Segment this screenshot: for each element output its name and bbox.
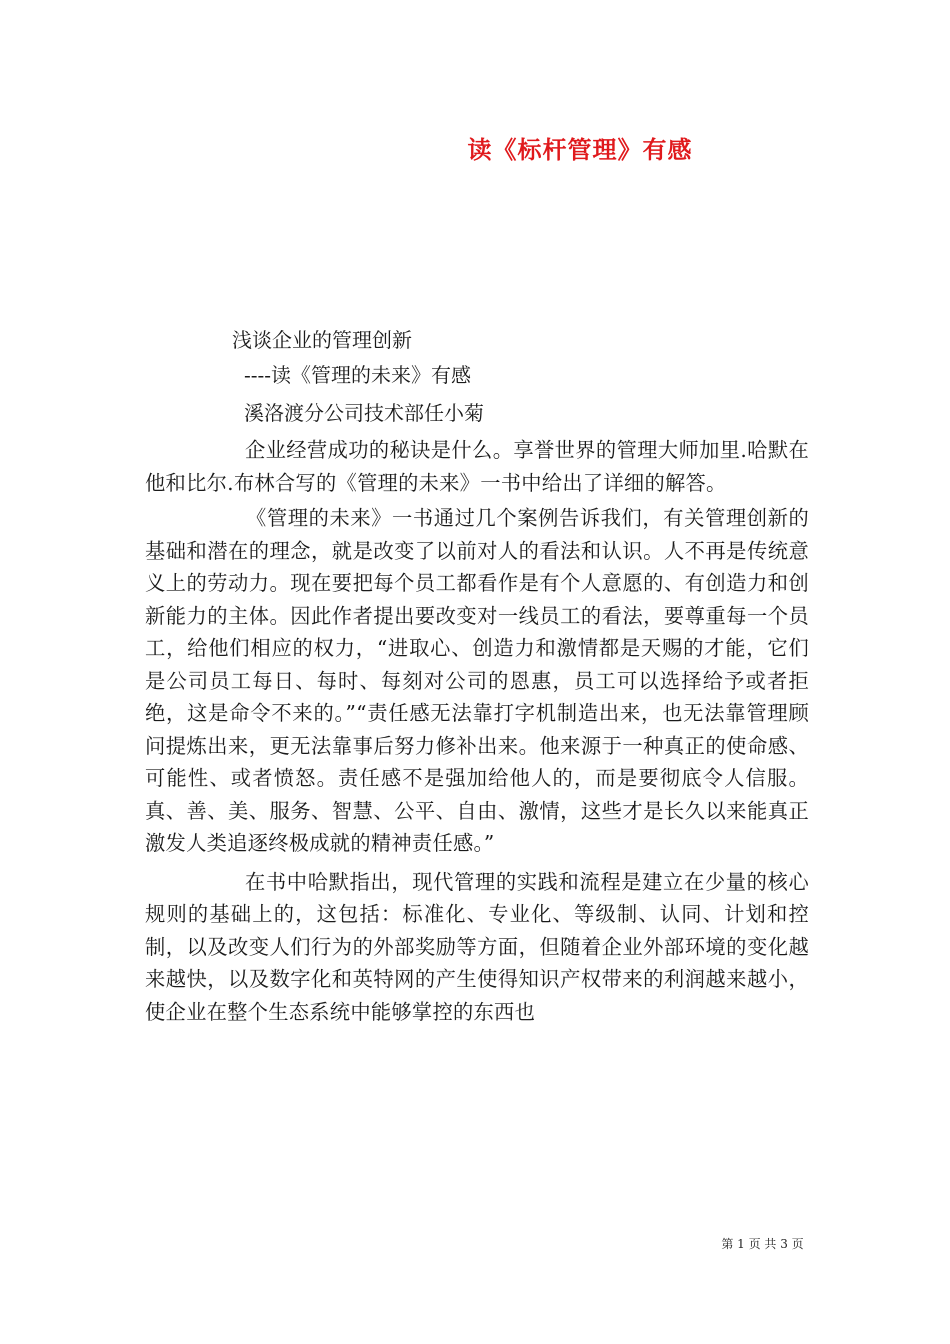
paragraph: 在书中哈默指出，现代管理的实践和流程是建立在少量的核心规则的基础上的，这包括：标准化、专业化、等级制、认同、计划和控制，以及改变人们行为的外部奖励等方面，但随着企业外部环境的变化越来越快，以及数字化和英特网的产生使得知识产权带来的利润越来越小，使企业在整个生态系统中能够掌控的东西也 — [145, 869, 809, 1024]
paragraph: 企业经营成功的秘诀是什么。享誉世界的管理大师加里.哈默在他和比尔.布林合写的《管理的未来》一书中给出了详细的解答。 — [145, 438, 809, 495]
page-footer: 第 1 页 共 3 页 — [721, 1237, 804, 1251]
document-body — [145, 434, 809, 1028]
paragraph: 《管理的未来》一书通过几个案例告诉我们，有关管理创新的基础和潜在的理念，就是改变了以前对人的看法和认识。人不再是传统意义上的劳动力。现在要把每个员工都看作是有个人意愿的、有创造力和创新能力的主体。因此作者提出要改变对一线员工的看法，要尊重每一个员工，给他们相应的权力，“进取心、创造力和激情都是天赐的才能，它们是公司员工每日、每时、每刻对公司的恩惠，员工可以选择给予或者拒绝，这是命令不来的。”“责任感无法靠打字机制造出来，也无法靠管理顾问提炼出来，更无法靠事后努力修补出来。他来源于一种真正的使命感、可能性、或者愤怒。责任感不是强加给他人的，而是要彻底令人信服。真、善、美、服务、智慧、公平、自由、激情，这些才是长久以来能真正激发人类追逐终极成就的精神责任感。” — [145, 506, 809, 855]
author-line: 溪洛渡分公司技术部任小菊 — [244, 401, 484, 425]
subtitle: 浅谈企业的管理创新 — [232, 328, 412, 352]
document-title: 读《标杆管理》有感 — [467, 136, 693, 164]
subtitle-reading-note: ----读《管理的未来》有感 — [244, 363, 472, 387]
